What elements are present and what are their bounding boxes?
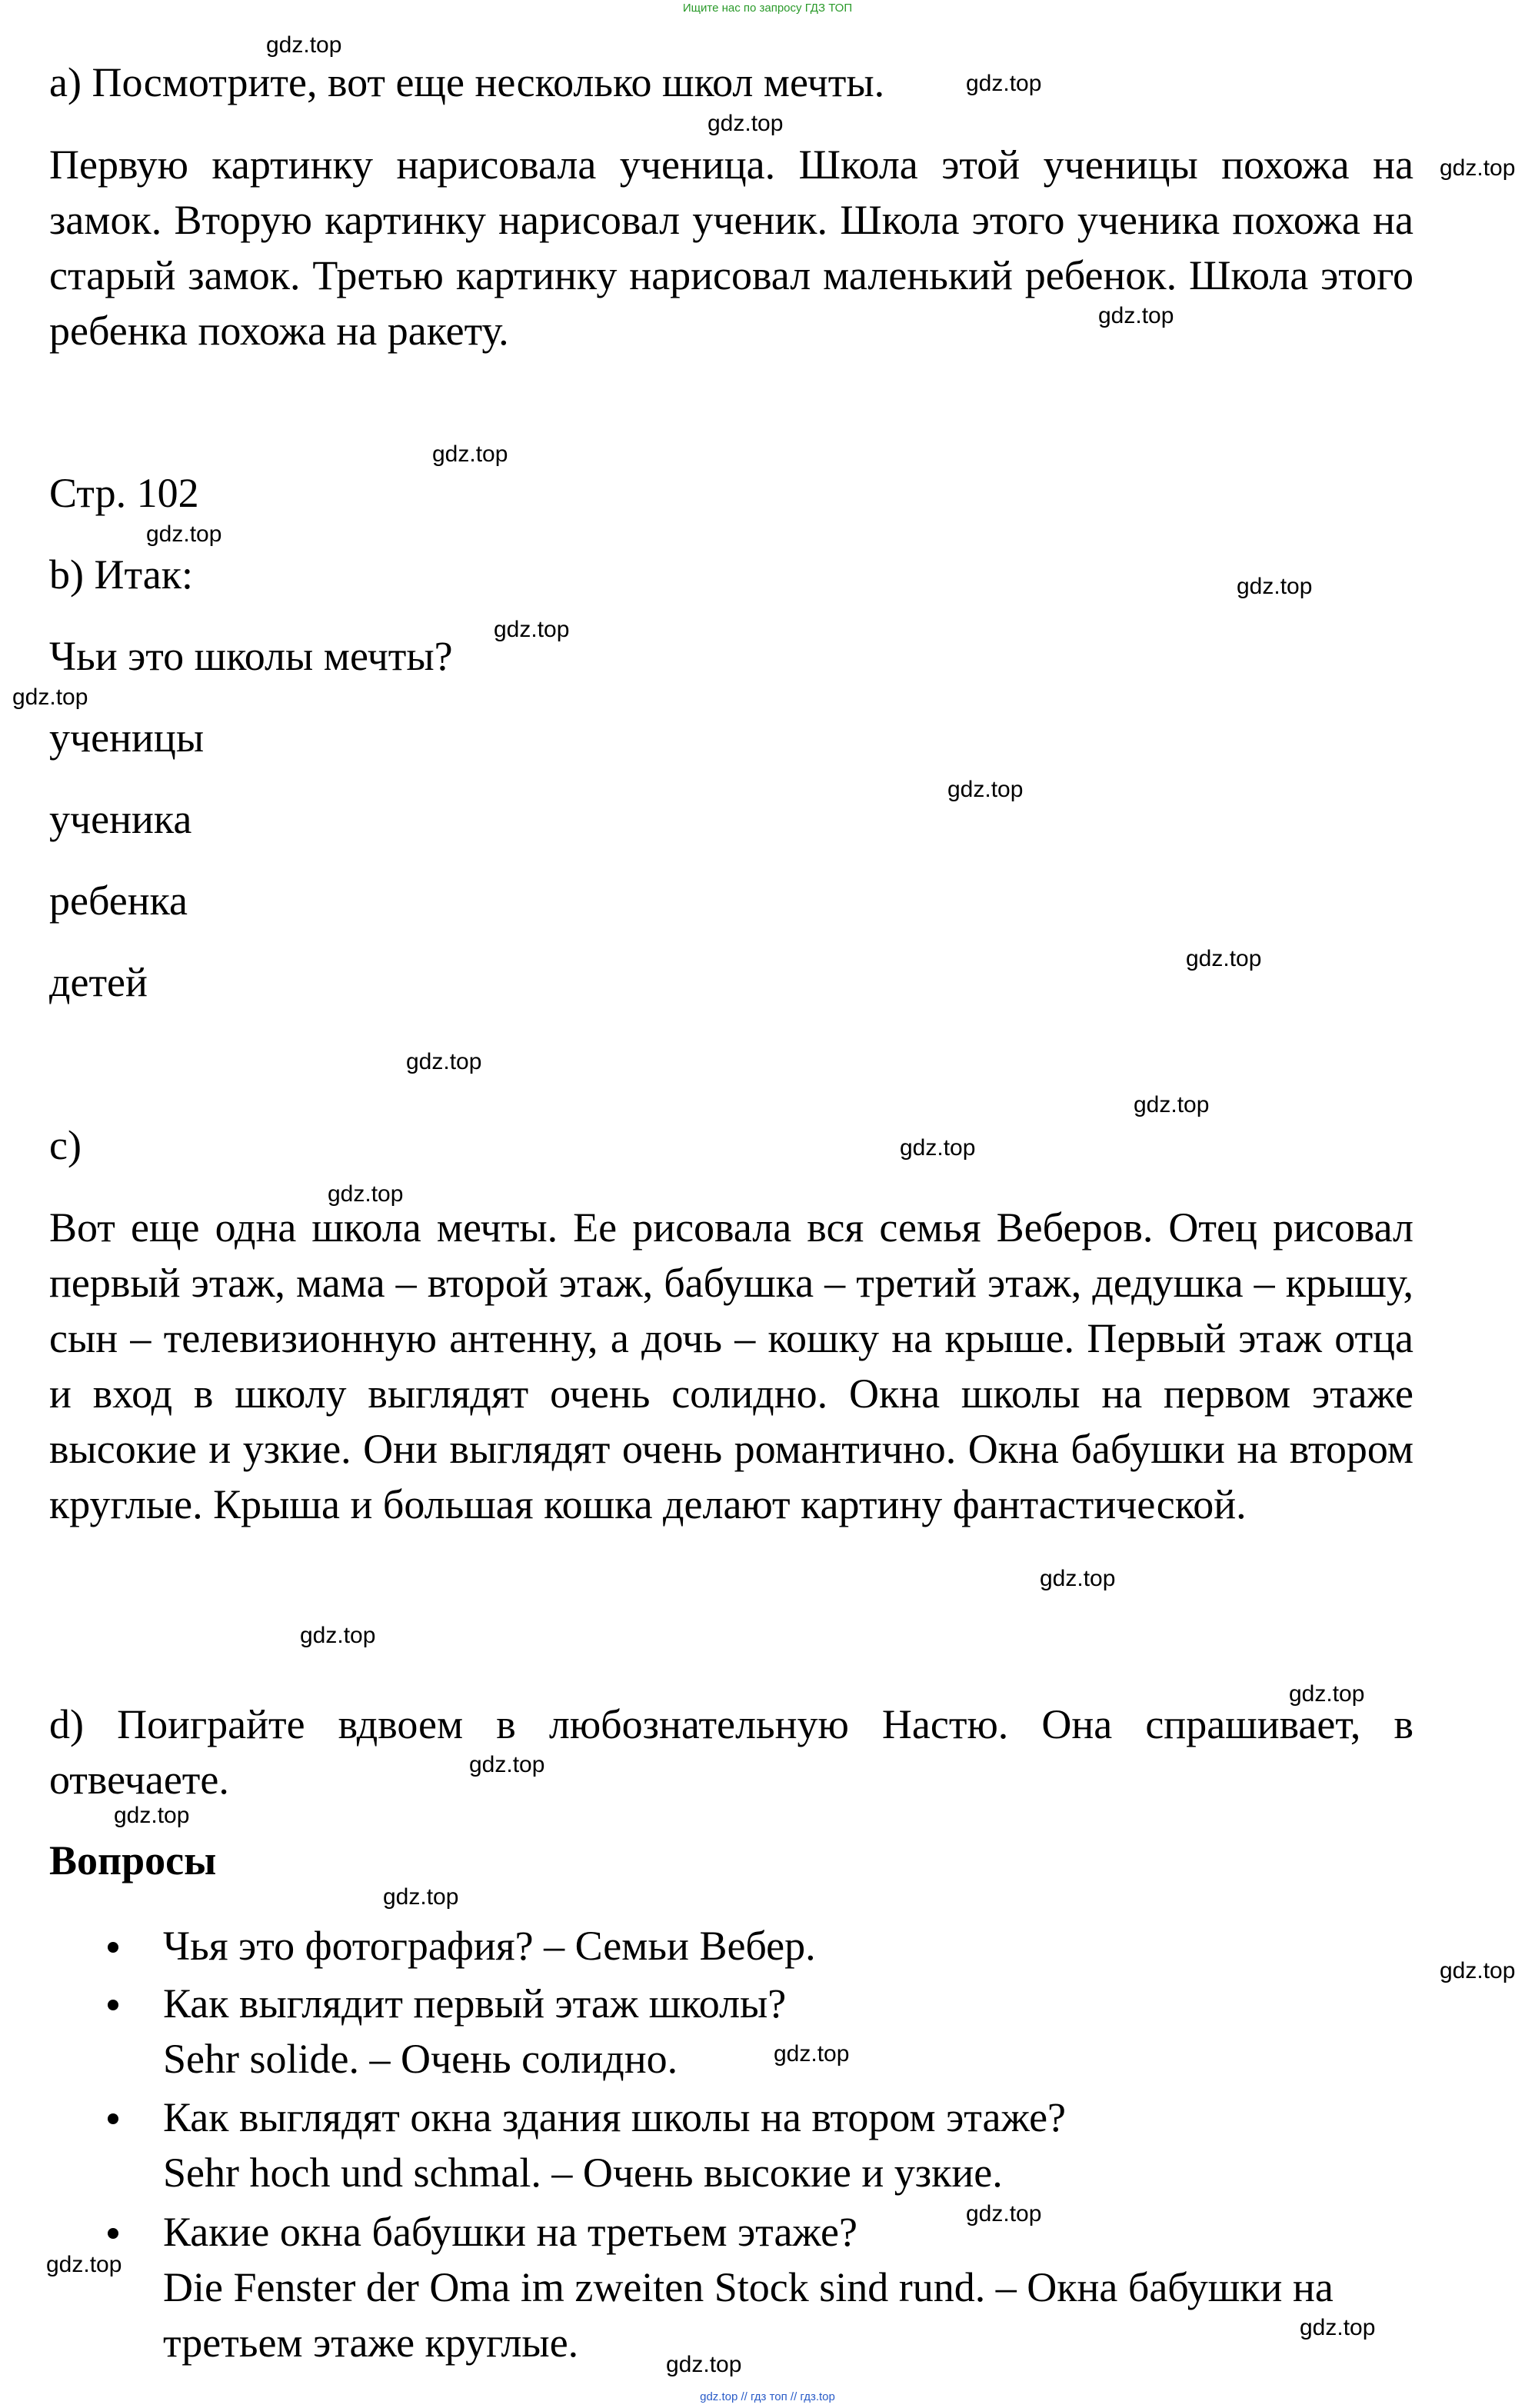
watermark: gdz.top bbox=[1289, 1681, 1365, 1707]
question-item bbox=[163, 1976, 1413, 2087]
question-item bbox=[163, 2201, 1413, 2370]
section-b-heading: b) Итак: bbox=[49, 551, 193, 598]
watermark: gdz.top bbox=[266, 32, 342, 58]
question-item bbox=[163, 2090, 1413, 2200]
answer-item: ученика bbox=[49, 796, 192, 842]
section-d-text: d) Поиграйте вдвоем в любознательную Настю. Она спрашивает, в отвечаете. bbox=[49, 1701, 1413, 1803]
watermark: gdz.top bbox=[469, 1752, 545, 1777]
watermark: gdz.top bbox=[900, 1135, 976, 1161]
watermark: gdz.top bbox=[46, 2252, 122, 2277]
bullet-icon bbox=[108, 2113, 118, 2124]
top-banner[interactable]: Ищите нас по запросу ГДЗ ТОП bbox=[682, 2, 853, 15]
watermark: gdz.top bbox=[1186, 946, 1262, 971]
answer-line: Die Fenster der Oma im zweiten Stock sind rund. – Окна бабушки на третьем этаже круглые. bbox=[163, 2264, 1334, 2366]
answer-item: детей bbox=[49, 959, 148, 1005]
watermark: gdz.top bbox=[114, 1803, 190, 1828]
section-b-question: Чьи это школы мечты? bbox=[49, 633, 453, 679]
answer-line: Sehr hoch und schmal. – Очень высокие и узкие. bbox=[163, 2150, 1003, 2196]
question-line: Какие окна бабушки на третьем этаже? bbox=[163, 2209, 857, 2255]
watermark: gdz.top bbox=[1098, 303, 1174, 328]
watermark: gdz.top bbox=[1237, 574, 1313, 599]
watermark: gdz.top bbox=[1134, 1092, 1210, 1117]
bullet-icon bbox=[108, 2228, 118, 2239]
section-c-heading: c) bbox=[49, 1122, 82, 1168]
question-item bbox=[163, 1918, 1413, 1973]
watermark: gdz.top bbox=[12, 684, 88, 710]
watermark: gdz.top bbox=[966, 2201, 1042, 2226]
watermark: gdz.top bbox=[1440, 155, 1516, 181]
section-c-text: Вот еще одна школа мечты. Ее рисовала вся семья Веберов. Отец рисовал первый этаж, мама – второй этаж, бабушка – третий этаж, дедушка – крышу, сын – телевизионную антенну, а дочь – кошку на крыше. Первый этаж отца и вход в школу выглядят очень солидно. Окна школы на первом этаже высокие и узкие. Они выглядят очень романтично. Окна бабушки на втором круглые. Крыша и большая кошка делают картину фантастической. bbox=[49, 1204, 1413, 1527]
question-line: Как выглядит первый этаж школы? bbox=[163, 1980, 787, 2027]
question-line: Как выглядят окна здания школы на втором этаже? bbox=[163, 2094, 1066, 2140]
question-line: Чья это фотография? – Семьи Вебер. bbox=[163, 1923, 816, 1969]
section-a-heading: а) Посмотрите, вот еще несколько школ мечты. bbox=[49, 59, 885, 105]
answer-line: Sehr solide. – Очень солидно. bbox=[163, 2036, 678, 2082]
watermark: gdz.top bbox=[432, 441, 508, 467]
bottom-banner[interactable]: gdz.top // гдз топ // гдз.top bbox=[700, 2390, 835, 2403]
answer-item: ребенка bbox=[49, 878, 188, 924]
answer-item: ученицы bbox=[49, 714, 205, 761]
watermark: gdz.top bbox=[1300, 2315, 1376, 2340]
watermark: gdz.top bbox=[383, 1884, 459, 1910]
watermark: gdz.top bbox=[966, 71, 1042, 96]
watermark: gdz.top bbox=[774, 2041, 850, 2067]
section-a-text: Первую картинку нарисовала ученица. Школа этой ученицы похожа на замок. Вторую картинку нарисовал ученик. Школа этого ученика похожа на старый замок. Третью картинку нарисовал маленький ребенок. Школа этого ребенка похожа на ракету. bbox=[49, 142, 1413, 354]
watermark: gdz.top bbox=[406, 1049, 482, 1074]
watermark: gdz.top bbox=[1440, 1958, 1516, 1983]
watermark: gdz.top bbox=[1040, 1566, 1116, 1591]
bullet-icon bbox=[108, 2000, 118, 2010]
watermark: gdz.top bbox=[666, 2352, 742, 2377]
questions-heading: Вопросы bbox=[49, 1837, 217, 1883]
watermark: gdz.top bbox=[146, 521, 222, 547]
watermark: gdz.top bbox=[300, 1623, 376, 1648]
watermark: gdz.top bbox=[947, 777, 1024, 802]
watermark: gdz.top bbox=[708, 111, 784, 136]
page-reference: Стр. 102 bbox=[49, 470, 199, 516]
bullet-icon bbox=[108, 1942, 118, 1953]
watermark: gdz.top bbox=[494, 617, 570, 642]
watermark: gdz.top bbox=[328, 1181, 404, 1207]
